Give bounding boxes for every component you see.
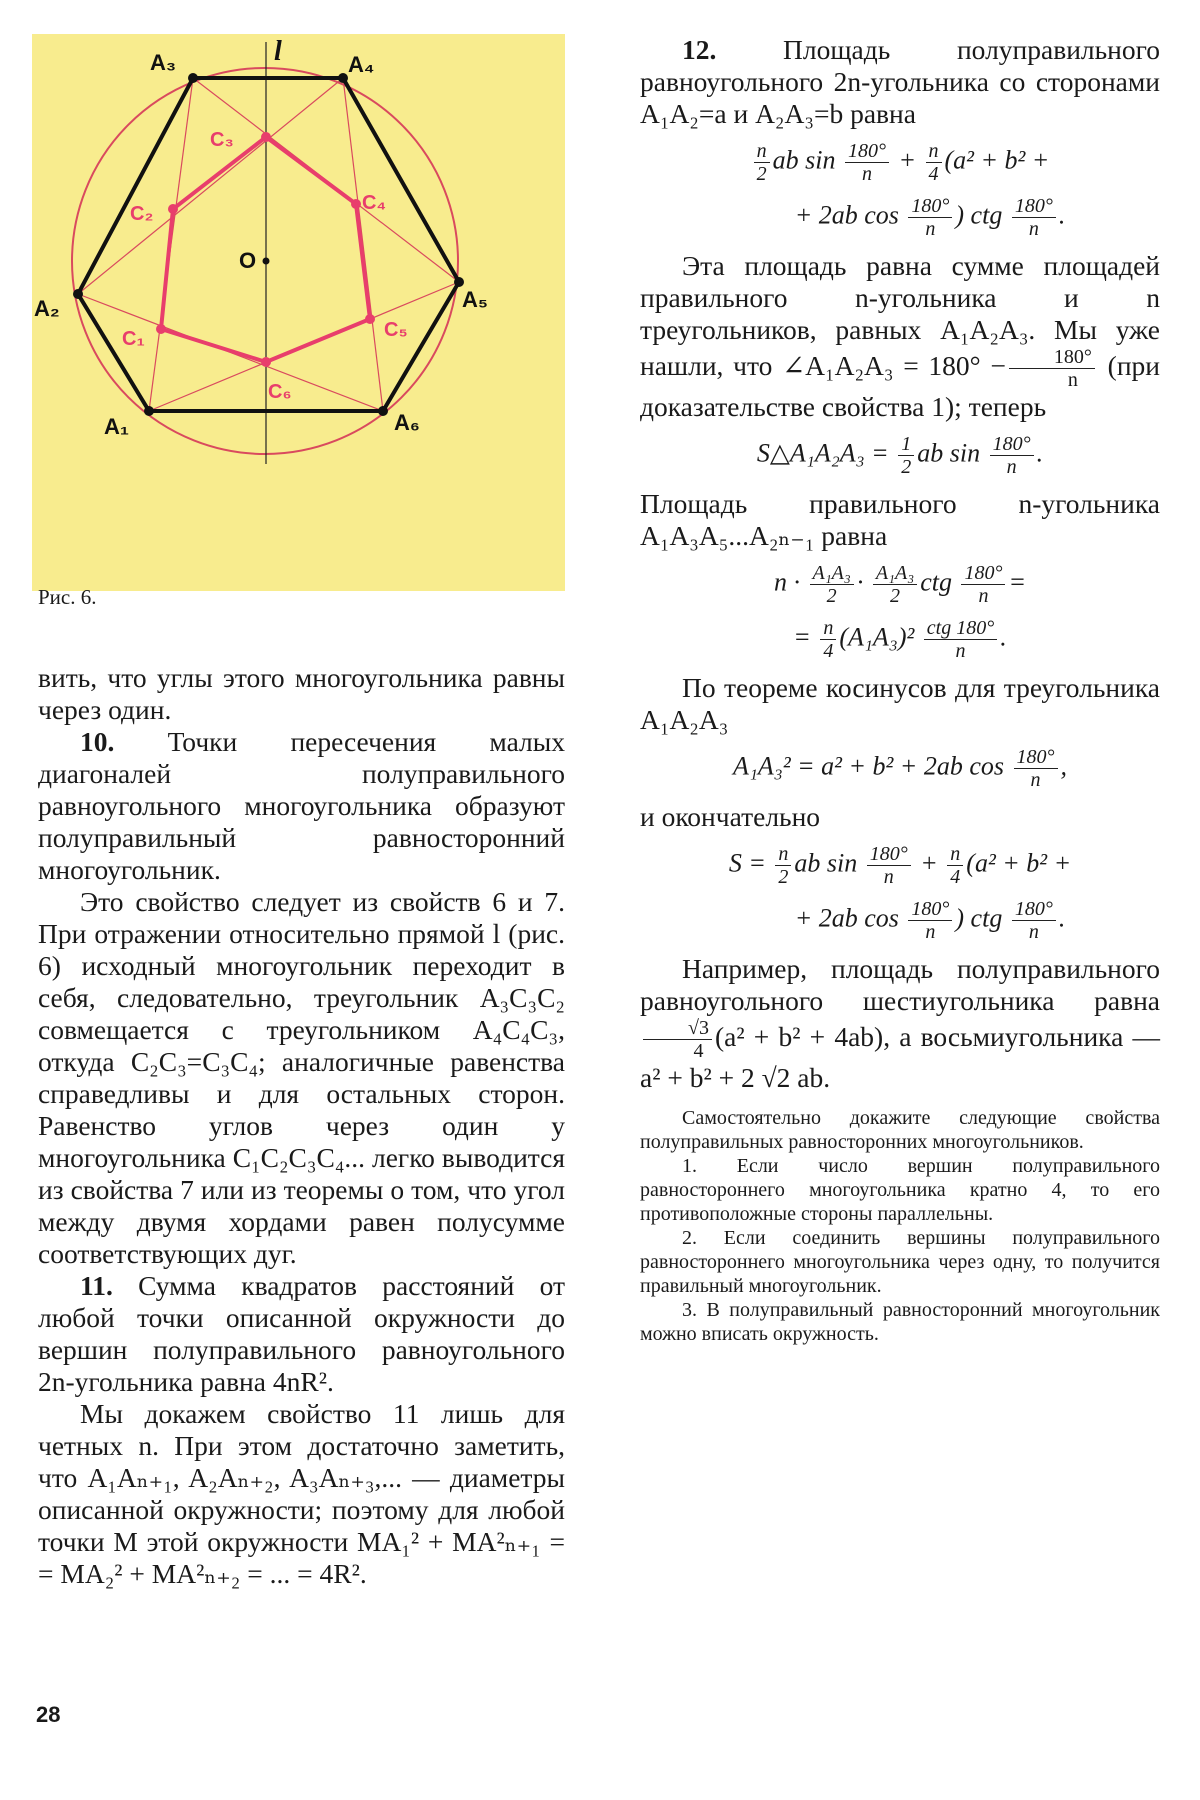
label-A3: A₃ bbox=[150, 50, 177, 75]
label-C3: C₃ bbox=[210, 129, 234, 151]
formula-3: S△A₁A₂A₃ = $\frac{1}{2}$ ab sin $\frac{180^\circ}{n}$ . bbox=[756, 433, 1044, 478]
label-A1: A₁ bbox=[104, 414, 129, 439]
label-C2: C₂ bbox=[130, 203, 154, 225]
property-text: Сумма квадратов расстояний от любой точки описанной окружности до вершин полуправильного равноугольного 2n-угольника равна 4nR². bbox=[38, 1270, 565, 1397]
left-column bbox=[38, 662, 565, 1590]
label-l: l bbox=[274, 36, 282, 67]
paragraph: Это свойство следует из свойств 6 и 7. При отражении относительно прямой l (рис. 6) исходный многоугольник переходит в себя, следовательно, треугольник A₃C₃C₂ совмещается с треугольником A₄C₄C₃, откуда C₂C₃=C₃C₄; аналогичные равенства справедливы и для остальных сторон. Равенство углов через один у многоугольника C₁C₂C₃C₄... легко выводится из свойства 7 или из теоремы о том, что угол между двумя хордами равен полусумме соответствующих дуг. bbox=[38, 886, 565, 1269]
exercise-item: 2. Если соединить вершины полуправильного равностороннего многоугольника через одну, то получится правильный многоугольник. bbox=[640, 1227, 1160, 1297]
exercise-item: 1. Если число вершин полуправильного равностороннего многоугольника кратно 4, то его противоположные стороны параллельны. bbox=[640, 1155, 1160, 1225]
formula-1: $\frac{n}{2}$ ab sin $\frac{180^\circ}{n}$ + $\frac{n}{4}$ (a² + b² + bbox=[640, 140, 1160, 185]
formula-4: n · $\frac{\text{A₁A₃}}{2}$ · $\frac{\text{A₁A₃}}{2}$ ctg $\frac{180^\circ}{n}$ = bbox=[774, 562, 1026, 607]
formula-6: A₁A₃² = a² + b² + 2ab cos $\frac{180^\circ}{n}$ , bbox=[732, 746, 1068, 791]
paragraph: Например, площадь полуправильного равноугольного шестиугольника равна $\frac{√3}{4}$ (a² + b² + 4ab), а восьмиугольника — a² + b² + 2 √2 ab. bbox=[640, 953, 1160, 1093]
page-number: 28 bbox=[36, 1702, 61, 1727]
right-column bbox=[640, 34, 1160, 1346]
label-O: O bbox=[239, 248, 257, 273]
property-number: 11. bbox=[80, 1270, 113, 1301]
label-C4: C₄ bbox=[362, 192, 386, 214]
paragraph: Эта площадь равна сумме площадей правильного n-угольника и n треугольников, равных A₁A₂A₃. Мы уже нашли, что ∠A₁A₂A₃ = 180° − $\frac{180^\circ}{n}$ (при доказательстве свойства 1); теперь bbox=[640, 250, 1160, 422]
property-11 bbox=[38, 1270, 565, 1398]
property-10 bbox=[38, 726, 565, 886]
property-number: 12. bbox=[682, 34, 717, 65]
paragraph: Мы докажем свойство 11 лишь для четных n. При этом достаточно заметить, что A₁Aₙ₊₁, A₂Aₙ₊₂, A₃Aₙ₊₃,... — диаметры описанной окружности; поэтому для любой точки M этой окружности MA₁² + MA²ₙ₊₁ = = MA₂² + MA²ₙ₊₂ = ... = 4R². bbox=[38, 1398, 565, 1589]
figure-6 bbox=[32, 34, 565, 591]
paragraph: вить, что углы этого многоугольника равны через один. bbox=[38, 662, 565, 725]
formula-5: = $\frac{n}{4}$ (A₁A₃)² $\frac{\text{ctg 180°}}{n}$ . bbox=[793, 617, 1007, 662]
geometry-diagram bbox=[32, 34, 565, 591]
label-C1: C₁ bbox=[122, 328, 145, 350]
paragraph: По теореме косинусов для треугольника A₁A₂A₃ bbox=[640, 672, 1160, 735]
exercise-item: 3. В полуправильный равносторонний многоугольник можно вписать окружность. bbox=[640, 1299, 1160, 1345]
label-A6: A₆ bbox=[394, 410, 420, 435]
figure-caption: Рис. 6. bbox=[38, 585, 97, 609]
label-A4: A₄ bbox=[348, 52, 375, 77]
label-C6: C₆ bbox=[268, 381, 292, 403]
paragraph: и окончательно bbox=[640, 801, 821, 832]
formula-8: + 2ab cos $\frac{180^\circ}{n}$ ) ctg $\frac{180^\circ}{n}$ . bbox=[794, 898, 1066, 943]
property-text: Площадь полуправильного равноугольного 2n-угольника со сторонами A₁A₂=a и A₂A₃=b равна bbox=[640, 34, 1160, 129]
property-12 bbox=[640, 34, 1160, 130]
exercise-intro: Самостоятельно докажите следующие свойства полуправильных равносторонних многоугольников. bbox=[640, 1107, 1160, 1153]
paragraph: Площадь правильного n-угольника A₁A₃A₅...A₂ₙ₋₁ равна bbox=[640, 488, 1160, 551]
formula-7: S = $\frac{n}{2}$ ab sin $\frac{180^\circ}{n}$ + $\frac{n}{4}$ (a² + b² + bbox=[728, 843, 1072, 888]
exercises bbox=[640, 1106, 1160, 1346]
property-text: Точки пересечения малых диагоналей полуправильного равноугольного многоугольника образуют полуправильный равносторонний многоугольник. bbox=[38, 726, 565, 885]
label-A2: A₂ bbox=[34, 296, 60, 321]
label-A5: A₅ bbox=[462, 287, 488, 312]
formula-2: + 2ab cos $\frac{180^\circ}{n}$ ) ctg $\frac{180^\circ}{n}$ . bbox=[794, 195, 1066, 240]
label-C5: C₅ bbox=[384, 319, 408, 341]
property-number: 10. bbox=[80, 726, 115, 757]
